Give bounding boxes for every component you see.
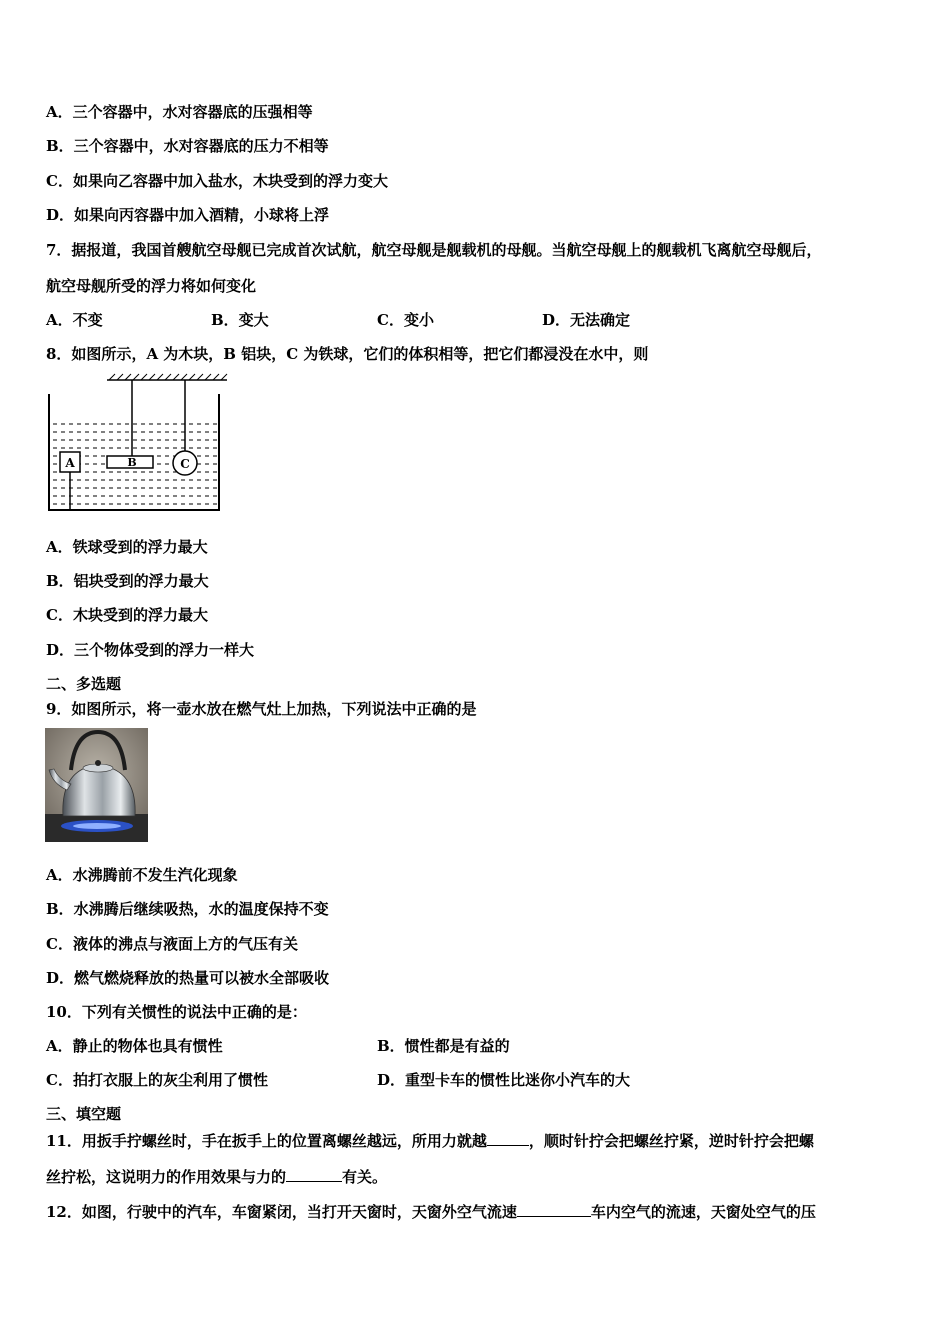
ceiling-hatching [109, 374, 227, 380]
q7-option-b: B．变大 [211, 311, 269, 329]
q7-stem-line2: 航空母舰所受的浮力将如何变化 [46, 277, 257, 295]
q10-stem: 10．下列有关惯性的说法中正确的是： [46, 1003, 307, 1021]
q8-option-c: C．木块受到的浮力最大 [46, 606, 208, 624]
q9-stem: 9．如图所示，将一壶水放在燃气灶上加热，下列说法中正确的是 [46, 700, 477, 718]
q8-stem: 8．如图所示，A 为木块，B 铝块，C 为铁球，它们的体积相等，把它们都浸没在水中，则 [46, 345, 649, 363]
q10-option-c: C．拍打衣服上的灰尘利用了惯性 [46, 1071, 268, 1089]
q9-option-b: B．水沸腾后继续吸热，水的温度保持不变 [46, 900, 329, 918]
q6-option-d: D．如果向丙容器中加入酒精，小球将上浮 [46, 206, 330, 224]
q11-text-part4: 有关。 [342, 1168, 388, 1186]
q11-text-part3: 丝拧松，这说明力的作用效果与力的 [46, 1168, 287, 1186]
q9-option-d: D．燃气燃烧释放的热量可以被水全部吸收 [46, 969, 330, 987]
q7-option-a: A．不变 [46, 311, 103, 329]
q11-line2 [46, 1165, 387, 1187]
gas-flame-core [73, 823, 121, 829]
q7-option-c: C．变小 [377, 311, 434, 329]
block-b-label: B [127, 456, 137, 469]
q7-stem-line1: 7．据报道，我国首艘航空母舰已完成首次试航，航空母舰是舰载机的母舰。当航空母舰上的舰载机飞离航空母舰后， [46, 241, 822, 259]
q8-option-a: A．铁球受到的浮力最大 [46, 538, 208, 556]
q11-line1 [46, 1129, 814, 1151]
block-a-label: A [65, 456, 75, 470]
lid-knob [95, 760, 101, 766]
q6-option-c: C．如果向乙容器中加入盐水，木块受到的浮力变大 [46, 172, 388, 190]
q10-option-a: A．静止的物体也具有惯性 [46, 1037, 223, 1055]
q8-diagram [45, 372, 230, 514]
q10-option-d: D．重型卡车的惯性比迷你小汽车的大 [377, 1071, 631, 1089]
q8-option-d: D．三个物体受到的浮力一样大 [46, 641, 255, 659]
q9-option-c: C．液体的沸点与液面上方的气压有关 [46, 935, 298, 953]
section-3-heading: 三、填空题 [46, 1105, 122, 1123]
q10-option-b: B．惯性都是有益的 [377, 1037, 510, 1055]
q6-option-a: A．三个容器中，水对容器底的压强相等 [46, 103, 313, 121]
q12-text-part1: 12．如图，行驶中的汽车，车窗紧闭，当打开天窗时，天窗外空气流速 [46, 1203, 517, 1221]
q12-text-part2: 车内空气的流速，天窗处空气的压 [590, 1203, 816, 1221]
q11-blank-1[interactable] [487, 1129, 529, 1146]
q11-blank-2[interactable] [286, 1165, 342, 1182]
kettle-photo [45, 728, 148, 842]
q9-option-a: A．水沸腾前不发生汽化现象 [46, 866, 238, 884]
q7-option-d: D．无法确定 [542, 311, 631, 329]
q11-text-part2: ，顺时针拧会把螺丝拧紧，逆时针拧会把螺 [528, 1132, 814, 1150]
q8-option-b: B．铝块受到的浮力最大 [46, 572, 209, 590]
q11-text-part1: 11．用扳手拧螺丝时，手在扳手上的位置离螺丝越远，所用力就越 [46, 1132, 487, 1150]
ball-c-label: C [180, 457, 190, 471]
q12-line1 [46, 1200, 816, 1222]
section-2-heading: 二、多选题 [46, 675, 122, 693]
q6-option-b: B．三个容器中，水对容器底的压力不相等 [46, 137, 329, 155]
q12-blank-1[interactable] [517, 1200, 591, 1217]
